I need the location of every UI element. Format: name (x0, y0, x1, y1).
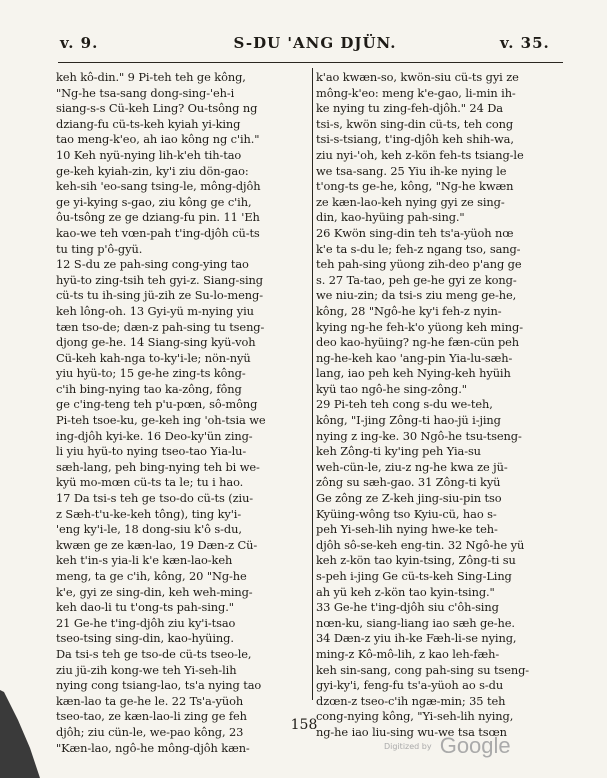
text-line: kyü mo-mœn cü-ts ta le; tu i hao. (56, 475, 244, 490)
text-line: zông su sæh-gao. 31 Zông-ti kyü (316, 475, 501, 490)
text-line: din, kao-hyüing pah-sing." (316, 210, 465, 225)
text-line: kying ng-he feh-k'o yüong keh ming- (316, 319, 523, 334)
text-line: "Kæn-lao, ngô-he mông-djôh kæn- (56, 740, 250, 755)
page-number: 158 (290, 717, 318, 733)
text-line: kæn-lao ta ge-he le. 22 Ts'a-yüoh (56, 693, 244, 708)
text-line: z Sæh-t'u-ke-keh tông), ting ky'i- (56, 506, 242, 521)
text-line: Kyüing-wông tso Kyiu-cü, hao s- (316, 506, 497, 521)
text-line: meng, ta ge c'ih, kông, 20 "Ng-he (56, 569, 247, 583)
text-line: nying z ing-ke. 30 Ngô-he tsu-tseng- (316, 428, 522, 443)
text-line: weh-cün-le, ziu-z ng-he kwa ze jü- (316, 459, 508, 474)
text-line: li yiu hyü-to nying tseo-tao Yia-lu- (56, 444, 247, 459)
text-line: keh lông-oh. 13 Gyi-yü m-nying yiu (56, 303, 254, 318)
text-line: siang-s-s Cü-keh Ling? Ou-tsông ng (56, 101, 258, 116)
text-line: tsi-s, kwön sing-din cü-ts, teh cong (316, 116, 514, 131)
text-line: k'e, gyi ze sing-din, keh weh-ming- (56, 584, 253, 599)
text-line: ming-z Kô-mô-lih, z kao leh-fæh- (316, 646, 500, 661)
text-line: nying cong tsiang-lao, ts'a nying tao (56, 678, 262, 693)
text-line: ziu jü-zih kong-we teh Yi-seh-lih (56, 662, 237, 677)
text-line: cong-nying kông, "Yi-seh-lih nying, (316, 709, 514, 724)
text-line: ze kæn-lao-keh nying gyi ze sing- (316, 194, 505, 209)
text-line: we tsa-sang. 25 Yiu ih-ke nying le (316, 163, 507, 178)
text-line: yiu hyü-to; 15 ge-he zing-ts kông- (56, 366, 246, 381)
google-logo: Google (439, 733, 511, 758)
text-line: t'ong-ts ge-he, kông, "Ng-he kwæn (316, 179, 514, 194)
text-line: peh Yi-seh-lih nying hwe-ke teh- (316, 522, 498, 537)
text-line: ziu nyi-'oh, keh z-kön feh-ts tsiang-le (316, 147, 524, 162)
text-line: "Ng-he tsa-sang dong-sing-'eh-i (56, 85, 235, 100)
page-corner-shadow (0, 690, 42, 778)
text-line: keh z-kön tao kyin-tsing, Zông-ti su (316, 553, 516, 568)
text-line: keh sin-sang, cong pah-sing su tseng- (316, 662, 530, 677)
text-line: lang, iao peh keh Nying-keh hyüih (316, 366, 511, 381)
text-line: Ge zông ze Z-keh jing-siu-pin tso (316, 491, 502, 506)
text-line: tseo-tsing sing-din, kao-hyüing. (56, 631, 234, 646)
text-line: k'ao kwæn-so, kwön-siu cü-ts gyi ze (316, 70, 519, 84)
column-divider (312, 68, 313, 700)
header-verse-end: v. 35. (500, 34, 550, 52)
google-watermark (384, 733, 511, 759)
text-line: ng-he iao liu-sing wu-we tsa tsœn (316, 724, 507, 739)
text-line: k'e ta s-du le; feh-z ngang tso, sang- (316, 241, 521, 256)
text-line: 17 Da tsi-s teh ge tso-do cü-ts (ziu- (56, 491, 254, 506)
left-text-column (56, 70, 310, 756)
text-line: kwæn ge ze kæn-lao, 19 Dæn-z Cü- (56, 537, 258, 552)
text-line: 10 Keh nyü-nying lih-k'eh tih-tao (56, 147, 242, 162)
text-line: djôh sô-se-keh eng-tin. 32 Ngô-he yü (316, 537, 525, 552)
text-line: sæh-lang, peh bing-nying teh bi we- (56, 459, 260, 474)
text-line: keh t'in-s yia-li k'e kæn-lao-keh (56, 553, 233, 568)
text-line: cü-ts tu ih-sing jü-zih ze Su-lo-meng- (56, 288, 263, 303)
watermark-caption: Digitized by (384, 741, 432, 751)
text-line: ke nying tu zing-feh-djôh." 24 Da (316, 101, 503, 116)
text-line: 'eng ky'i-le, 18 dong-siu k'ô s-du, (56, 522, 242, 537)
text-line: mông-k'eo: meng k'e-gao, li-min ih- (316, 85, 516, 100)
text-line: c'ih bing-nying tao ka-zông, fông (56, 381, 242, 396)
text-line: ah yü keh z-kön tao kyin-tsing." (316, 584, 495, 599)
text-line: hyü-to zing-tsih teh gyi-z. Siang-sing (56, 272, 263, 287)
text-line: 21 Ge-he t'ing-djôh ziu ky'i-tsao (56, 615, 236, 630)
text-line: ng-he-keh kao 'ang-pin Yia-lu-sæh- (316, 350, 513, 365)
text-line: Da tsi-s teh ge tso-de cü-ts tseo-le, (56, 646, 252, 661)
text-line: kông, 28 "Ngô-he ky'i feh-z nyin- (316, 303, 502, 318)
text-line: 12 S-du ze pah-sing cong-ying tao (56, 257, 249, 272)
text-line: dzœn-z tseo-c'ih ngæ-min; 35 teh (316, 693, 506, 708)
text-line: ing-djôh kyi-ke. 16 Deo-ky'ün zing- (56, 428, 253, 443)
text-line: we niu-zin; da tsi-s ziu meng ge-he, (316, 288, 517, 303)
text-line: djong ge-he. 14 Siang-sing kyü-voh (56, 335, 256, 350)
text-line: djôh; ziu cün-le, we-pao kông, 23 (56, 724, 244, 739)
text-line: ge yi-kying s-gao, ziu kông ge c'ih, (56, 194, 252, 209)
text-line: Pi-teh tsoe-ku, ge-keh ing 'oh-tsia we (56, 413, 266, 428)
text-line: dziang-fu cü-ts-keh kyiah yi-king (56, 116, 241, 131)
header-rule (58, 62, 563, 63)
text-line: tseo-tao, ze kæn-lao-li zing ge feh (56, 709, 247, 724)
text-line: tæn tso-de; dæn-z pah-sing tu tseng- (56, 319, 265, 334)
text-line: Cü-keh kah-nga to-ky'i-le; nön-nyü (56, 350, 251, 365)
text-line: nœn-ku, siang-liang iao sæh ge-he. (316, 615, 515, 630)
text-line: kyü tao ngô-he sing-zông." (316, 381, 467, 396)
text-line: ge c'ing-teng teh p'u-pœn, sô-mông (56, 397, 258, 412)
right-text-column (316, 70, 572, 741)
text-line: ôu-tsông ze ge dziang-fu pin. 11 'Eh (56, 210, 260, 225)
text-line: gyi-ky'i, feng-fu ts'a-yüoh ao s-du (316, 678, 504, 693)
text-line: keh dao-li tu t'ong-ts pah-sing." (56, 600, 234, 615)
header-book-title: S-DU 'ANG DJÜN. (233, 34, 397, 52)
text-line: ge-keh kyiah-zin, ky'i ziu dön-gao: (56, 163, 249, 178)
text-line: keh Zông-ti ky'ing peh Yia-su (316, 444, 481, 459)
text-line: 26 Kwön sing-din teh ts'a-yüoh nœ (316, 225, 514, 240)
text-line: kông, "I-jing Zông-ti hao-jü i-jing (316, 413, 501, 428)
text-line: keh kô-din." 9 Pi-teh teh ge kông, (56, 70, 246, 84)
text-line: s. 27 Ta-tao, peh ge-he gyi ze kong- (316, 272, 517, 287)
text-line: tao meng-k'eo, ah iao kông ng c'ih." (56, 132, 260, 147)
text-line: kao-we teh vœn-pah t'ing-djôh cü-ts (56, 225, 260, 240)
text-line: 29 Pi-teh teh cong s-du we-teh, (316, 397, 493, 412)
text-line: s-peh i-jing Ge cü-ts-keh Sing-Ling (316, 569, 512, 583)
text-line: keh-sih 'eo-sang tsing-le, mông-djôh (56, 179, 261, 194)
text-line: deo kao-hyüing? ng-he fæn-cün peh (316, 335, 520, 350)
text-line: 33 Ge-he t'ing-djôh siu c'ôh-sing (316, 600, 499, 615)
text-line: tsi-s-tsiang, t'ing-djôh keh shih-wa, (316, 132, 514, 147)
text-line: teh pah-sing yüong zih-deo p'ang ge (316, 257, 522, 272)
header-verse-start: v. 9. (60, 34, 99, 52)
text-line: 34 Dæn-z yiu ih-ke Fæh-li-se nying, (316, 631, 517, 646)
text-line: tu ting p'ô-gyü. (56, 241, 143, 256)
